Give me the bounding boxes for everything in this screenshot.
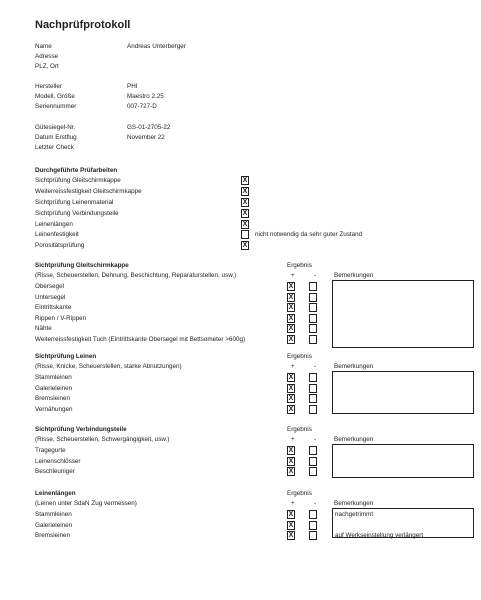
- section-subtitle: (Risse, Scheuerstellen, Schwergängigkeit, usw.): [35, 436, 170, 443]
- remarks-header: Bemerkungen: [334, 272, 374, 279]
- minus-checkbox: [309, 457, 317, 466]
- plus-column-header: +: [291, 500, 295, 507]
- work-heading: Durchgeführte Prüfarbeiten: [35, 167, 118, 174]
- minus-checkbox: [309, 394, 317, 403]
- result-row-label: Bremsleinen: [35, 395, 70, 402]
- info-value: Maestro 2.25: [127, 93, 164, 100]
- minus-checkbox: [309, 521, 317, 530]
- plus-checkbox: X: [288, 304, 294, 311]
- remarks-header: Bemerkungen: [334, 436, 374, 443]
- section-ergebnis-label: Ergebnis: [287, 353, 312, 360]
- minus-checkbox: [309, 293, 317, 302]
- work-item-label: Weiterreissfestigkeit Gleitschirmkappe: [35, 188, 142, 195]
- remark-text: nachgetrimmt: [335, 511, 374, 518]
- plus-checkbox: X: [288, 336, 294, 343]
- result-row-label: Stammleinen: [35, 374, 72, 381]
- work-item-checkbox: X: [242, 177, 248, 184]
- result-row-label: Galerieleinen: [35, 385, 73, 392]
- work-item-label: Leinenlängen: [35, 221, 73, 228]
- work-item-label: Sichtprüfung Verbindungsteile: [35, 210, 119, 217]
- work-item-checkbox: X: [242, 199, 248, 206]
- info-label: Letzter Check: [35, 144, 74, 151]
- work-item-label: Sichtprüfung Leinenmaterial: [35, 199, 114, 206]
- minus-checkbox: [309, 373, 317, 382]
- info-value: GS-01-2705-22: [127, 124, 171, 131]
- section-subtitle: (Risse, Knicke, Scheuerstellen, starke Abnutzungen): [35, 363, 182, 370]
- work-item-note: nicht notwendig da sehr guter Zustand: [255, 231, 363, 238]
- section-ergebnis-label: Ergebnis: [287, 426, 312, 433]
- minus-checkbox: [309, 314, 317, 323]
- result-row-label: Beschleuniger: [35, 468, 75, 475]
- info-label: Modell, Größe: [35, 93, 75, 100]
- plus-checkbox: X: [288, 447, 294, 454]
- plus-checkbox: X: [288, 511, 294, 518]
- section-subtitle: (Leinen unter SdaN Zug vermessen): [35, 500, 137, 507]
- remarks-header: Bemerkungen: [334, 363, 374, 370]
- section-title: Sichtprüfung Leinen: [35, 353, 97, 360]
- info-label: Gütesiegel-Nr.: [35, 124, 76, 131]
- result-row-label: Rippen / V-Rippen: [35, 315, 87, 322]
- result-row-label: Weiterreissfestigkeit Tuch (Eintrittskante Obersegel mit Bettsometer >600g): [35, 336, 246, 343]
- minus-column-header: -: [314, 363, 317, 370]
- info-label: Adresse: [35, 53, 59, 60]
- result-row-label: Obersegel: [35, 283, 65, 290]
- plus-column-header: +: [291, 272, 295, 279]
- result-row-label: Leinenschlösser: [35, 458, 81, 465]
- result-row-label: Galerieleinen: [35, 522, 73, 529]
- minus-checkbox: [309, 467, 317, 476]
- info-value: Andreas Unterberger: [127, 43, 186, 50]
- work-item-checkbox: X: [242, 188, 248, 195]
- result-row-label: Nähte: [35, 325, 52, 332]
- info-label: PLZ, Ort: [35, 63, 59, 70]
- work-item-label: Sichtprüfung Gleitschirmkappe: [35, 177, 121, 184]
- info-label: Datum Erstflug: [35, 134, 77, 141]
- plus-checkbox: X: [288, 468, 294, 475]
- result-row-label: Tragegurte: [35, 447, 66, 454]
- plus-checkbox: X: [288, 385, 294, 392]
- remarks-header: Bemerkungen: [334, 500, 374, 507]
- plus-column-header: +: [291, 363, 295, 370]
- result-row-label: Bremsleinen: [35, 532, 70, 539]
- minus-checkbox: [309, 405, 317, 414]
- minus-column-header: -: [314, 436, 317, 443]
- minus-checkbox: [309, 303, 317, 312]
- plus-checkbox: X: [288, 374, 294, 381]
- info-label: Name: [35, 43, 52, 50]
- plus-checkbox: X: [288, 458, 294, 465]
- section-ergebnis-label: Ergebnis: [287, 490, 312, 497]
- minus-column-header: -: [314, 272, 317, 279]
- minus-checkbox: [309, 510, 317, 519]
- section-title: Sichtprüfung Verbindungsteile: [35, 426, 127, 433]
- plus-checkbox: X: [288, 532, 294, 539]
- info-label: Seriennummer: [35, 103, 77, 110]
- result-row-label: Untersegel: [35, 294, 66, 301]
- work-item-checkbox: X: [242, 210, 248, 217]
- plus-checkbox: X: [288, 315, 294, 322]
- work-item-checkbox: X: [242, 242, 248, 249]
- work-item-checkbox: [241, 230, 249, 239]
- result-row-label: Vernähungen: [35, 406, 73, 413]
- work-item-label: Leinenfestigkeit: [35, 231, 79, 238]
- page-title: Nachprüfprotokoll: [35, 19, 131, 31]
- minus-checkbox: [309, 446, 317, 455]
- section-title: Leinenlängen: [35, 490, 76, 497]
- plus-checkbox: X: [288, 325, 294, 332]
- info-label: Hersteller: [35, 83, 62, 90]
- remarks-box: [332, 280, 474, 348]
- remarks-box: [332, 371, 474, 414]
- work-item-label: Porositätsprüfung: [35, 242, 85, 249]
- plus-checkbox: X: [288, 283, 294, 290]
- remarks-box: [332, 444, 474, 478]
- plus-checkbox: X: [288, 294, 294, 301]
- section-title: Sichtprüfung Gleitschirmkappe: [35, 262, 129, 269]
- result-row-label: Eintrittskante: [35, 304, 72, 311]
- minus-checkbox: [309, 384, 317, 393]
- minus-checkbox: [309, 531, 317, 540]
- info-value: PHI: [127, 83, 138, 90]
- remark-text: auf Werkseinstellung verlängert: [335, 532, 424, 539]
- minus-checkbox: [309, 335, 317, 344]
- info-value: 007-727-D: [127, 103, 157, 110]
- info-value: November 22: [127, 134, 165, 141]
- section-ergebnis-label: Ergebnis: [287, 262, 312, 269]
- plus-column-header: +: [291, 436, 295, 443]
- plus-checkbox: X: [288, 406, 294, 413]
- minus-column-header: -: [314, 500, 317, 507]
- work-item-checkbox: X: [242, 221, 248, 228]
- result-row-label: Stammleinen: [35, 511, 72, 518]
- plus-checkbox: X: [288, 395, 294, 402]
- plus-checkbox: X: [288, 522, 294, 529]
- minus-checkbox: [309, 282, 317, 291]
- minus-checkbox: [309, 324, 317, 333]
- section-subtitle: (Risse, Scheuerstellen, Dehnung, Beschichtung, Reparaturstellen, usw.): [35, 272, 237, 279]
